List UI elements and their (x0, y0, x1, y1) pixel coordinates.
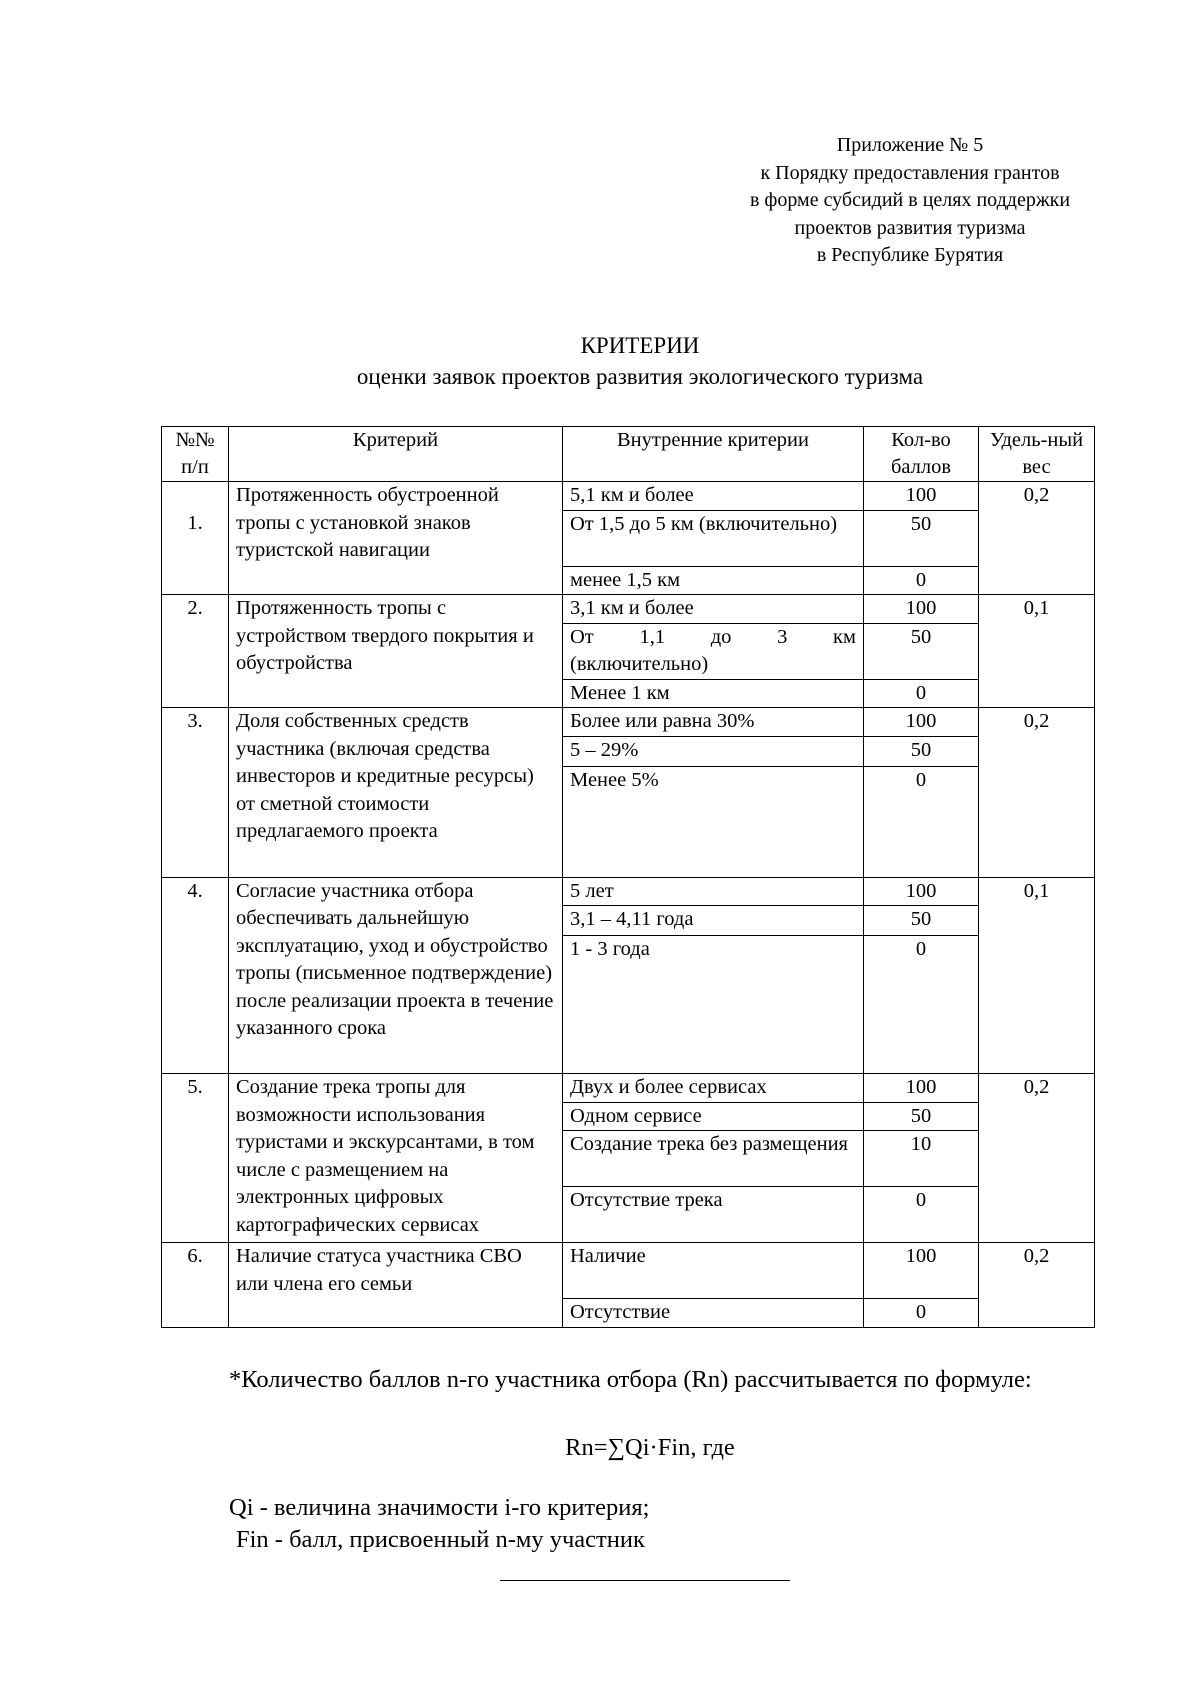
weight-cell: 0,1 (979, 595, 1095, 708)
inner-criterion-cell: 5 лет (563, 877, 864, 906)
weight-cell: 0,1 (979, 877, 1095, 1074)
definition-fin: Fin - балл, присвоенный n-му участник (236, 1526, 645, 1553)
criterion-cell: Протяженность тропы с устройством твердого покрытия и обустройства (229, 595, 563, 708)
table-row (162, 1243, 1095, 1299)
inner-criterion-cell: Менее 5% (563, 766, 864, 877)
header-line: в форме субсидий в целях поддержки (749, 189, 1071, 211)
weight-cell: 0,2 (979, 1074, 1095, 1243)
definition-qi: Qi - величина значимости i-го критерия; (229, 1494, 650, 1521)
row-number: 1. (162, 482, 229, 595)
inner-criterion-cell (563, 623, 864, 679)
header-line: к Порядку предоставления грантов (760, 161, 1060, 184)
score-cell: 100 (864, 877, 979, 906)
score-cell: 0 (864, 1299, 979, 1328)
inner-criterion-cell: Наличие (563, 1243, 864, 1299)
score-cell: 50 (864, 906, 979, 936)
table-row (162, 482, 1095, 511)
table-header-row (162, 427, 1095, 482)
score-cell: 10 (864, 1131, 979, 1187)
score-cell: 100 (864, 708, 979, 737)
score-cell: 0 (864, 679, 979, 708)
header-line: Приложение № 5 (836, 134, 984, 156)
score-cell: 0 (864, 766, 979, 877)
row-number: 4. (162, 877, 229, 1074)
bottom-separator-line (500, 1580, 790, 1581)
score-cell: 100 (864, 1074, 979, 1103)
inner-criterion-cell: 1 - 3 года (563, 936, 864, 1074)
table-row (162, 595, 1095, 624)
weight-cell: 0,2 (979, 482, 1095, 595)
criteria-table (161, 426, 1095, 1328)
table-row (162, 877, 1095, 906)
criterion-cell: Наличие статуса участника СВО или члена его семьи (229, 1243, 563, 1328)
criterion-cell: Протяженность обустроенной тропы с установкой знаков туристской навигации (229, 482, 563, 595)
weight-cell: 0,2 (979, 708, 1095, 878)
score-cell: 50 (864, 1102, 979, 1131)
inner-criterion-cell: Одном сервисе (563, 1102, 864, 1131)
column-header-num: №№ п/п (162, 427, 229, 482)
subtitle-line: оценки заявок проектов развития экологического туризма (356, 364, 924, 389)
row-number: 6. (162, 1243, 229, 1328)
table-row (162, 1074, 1095, 1103)
score-cell: 0 (864, 936, 979, 1074)
table-row (162, 708, 1095, 737)
inner-criterion-line: (включительно) (570, 653, 709, 675)
inner-criterion-cell: 3,1 – 4,11 года (563, 906, 864, 936)
criterion-cell: Доля собственных средств участника (включая средства инвесторов и кредитные ресурсы) от сметной стоимости предлагаемого проекта (229, 708, 563, 878)
formula: Rn=∑Qi·Fin, где (565, 1434, 735, 1461)
header-line: проектов развития туризма (794, 216, 1026, 239)
column-header-weight: Удель-ный вес (979, 427, 1095, 482)
inner-criterion-cell: Двух и более сервисах (563, 1074, 864, 1103)
inner-criterion-line: От 1,1 до 3 км (570, 625, 856, 648)
formula-intro: *Количество баллов n-го участника отбора (Rn) рассчитывается по формуле: (229, 1366, 1032, 1393)
inner-criterion-cell: 5,1 км и более (563, 482, 864, 511)
score-cell: 100 (864, 595, 979, 624)
inner-criterion-cell: Менее 1 км (563, 679, 864, 708)
column-header-score: Кол-во баллов (864, 427, 979, 482)
score-cell: 50 (864, 623, 979, 679)
score-cell: 0 (864, 566, 979, 595)
score-cell: 50 (864, 736, 979, 766)
criterion-cell: Создание трека тропы для возможности использования туристами и экскурсантами, в том числе с размещением на электронных цифровых картографических сервисах (229, 1074, 563, 1243)
inner-criterion-cell: 5 – 29% (563, 736, 864, 766)
header-line: в Республике Бурятия (816, 244, 1004, 266)
inner-criterion-cell: Более или равна 30% (563, 708, 864, 737)
weight-cell: 0,2 (979, 1243, 1095, 1328)
score-cell: 50 (864, 510, 979, 566)
document-title (160, 330, 1120, 392)
row-number: 3. (162, 708, 229, 878)
score-cell: 0 (864, 1187, 979, 1243)
score-cell: 100 (864, 1243, 979, 1299)
criterion-cell: Согласие участника отбора обеспечивать дальнейшую эксплуатацию, уход и обустройство тропы (письменное подтверждение) после реализации проекта в течение указанного срока (229, 877, 563, 1074)
appendix-header (700, 132, 1120, 270)
inner-criterion-cell: От 1,5 до 5 км (включительно) (563, 510, 864, 566)
column-header-inner: Внутренние критерии (563, 427, 864, 482)
title-line: КРИТЕРИИ (580, 333, 700, 358)
inner-criterion-cell: Отсутствие (563, 1299, 864, 1328)
row-number: 2. (162, 595, 229, 708)
inner-criterion-cell: 3,1 км и более (563, 595, 864, 624)
inner-criterion-cell: менее 1,5 км (563, 566, 864, 595)
score-cell: 100 (864, 482, 979, 511)
inner-criterion-cell: Создание трека без размещения (563, 1131, 864, 1187)
column-header-criterion: Критерий (229, 427, 563, 482)
row-number: 5. (162, 1074, 229, 1243)
inner-criterion-cell: Отсутствие трека (563, 1187, 864, 1243)
